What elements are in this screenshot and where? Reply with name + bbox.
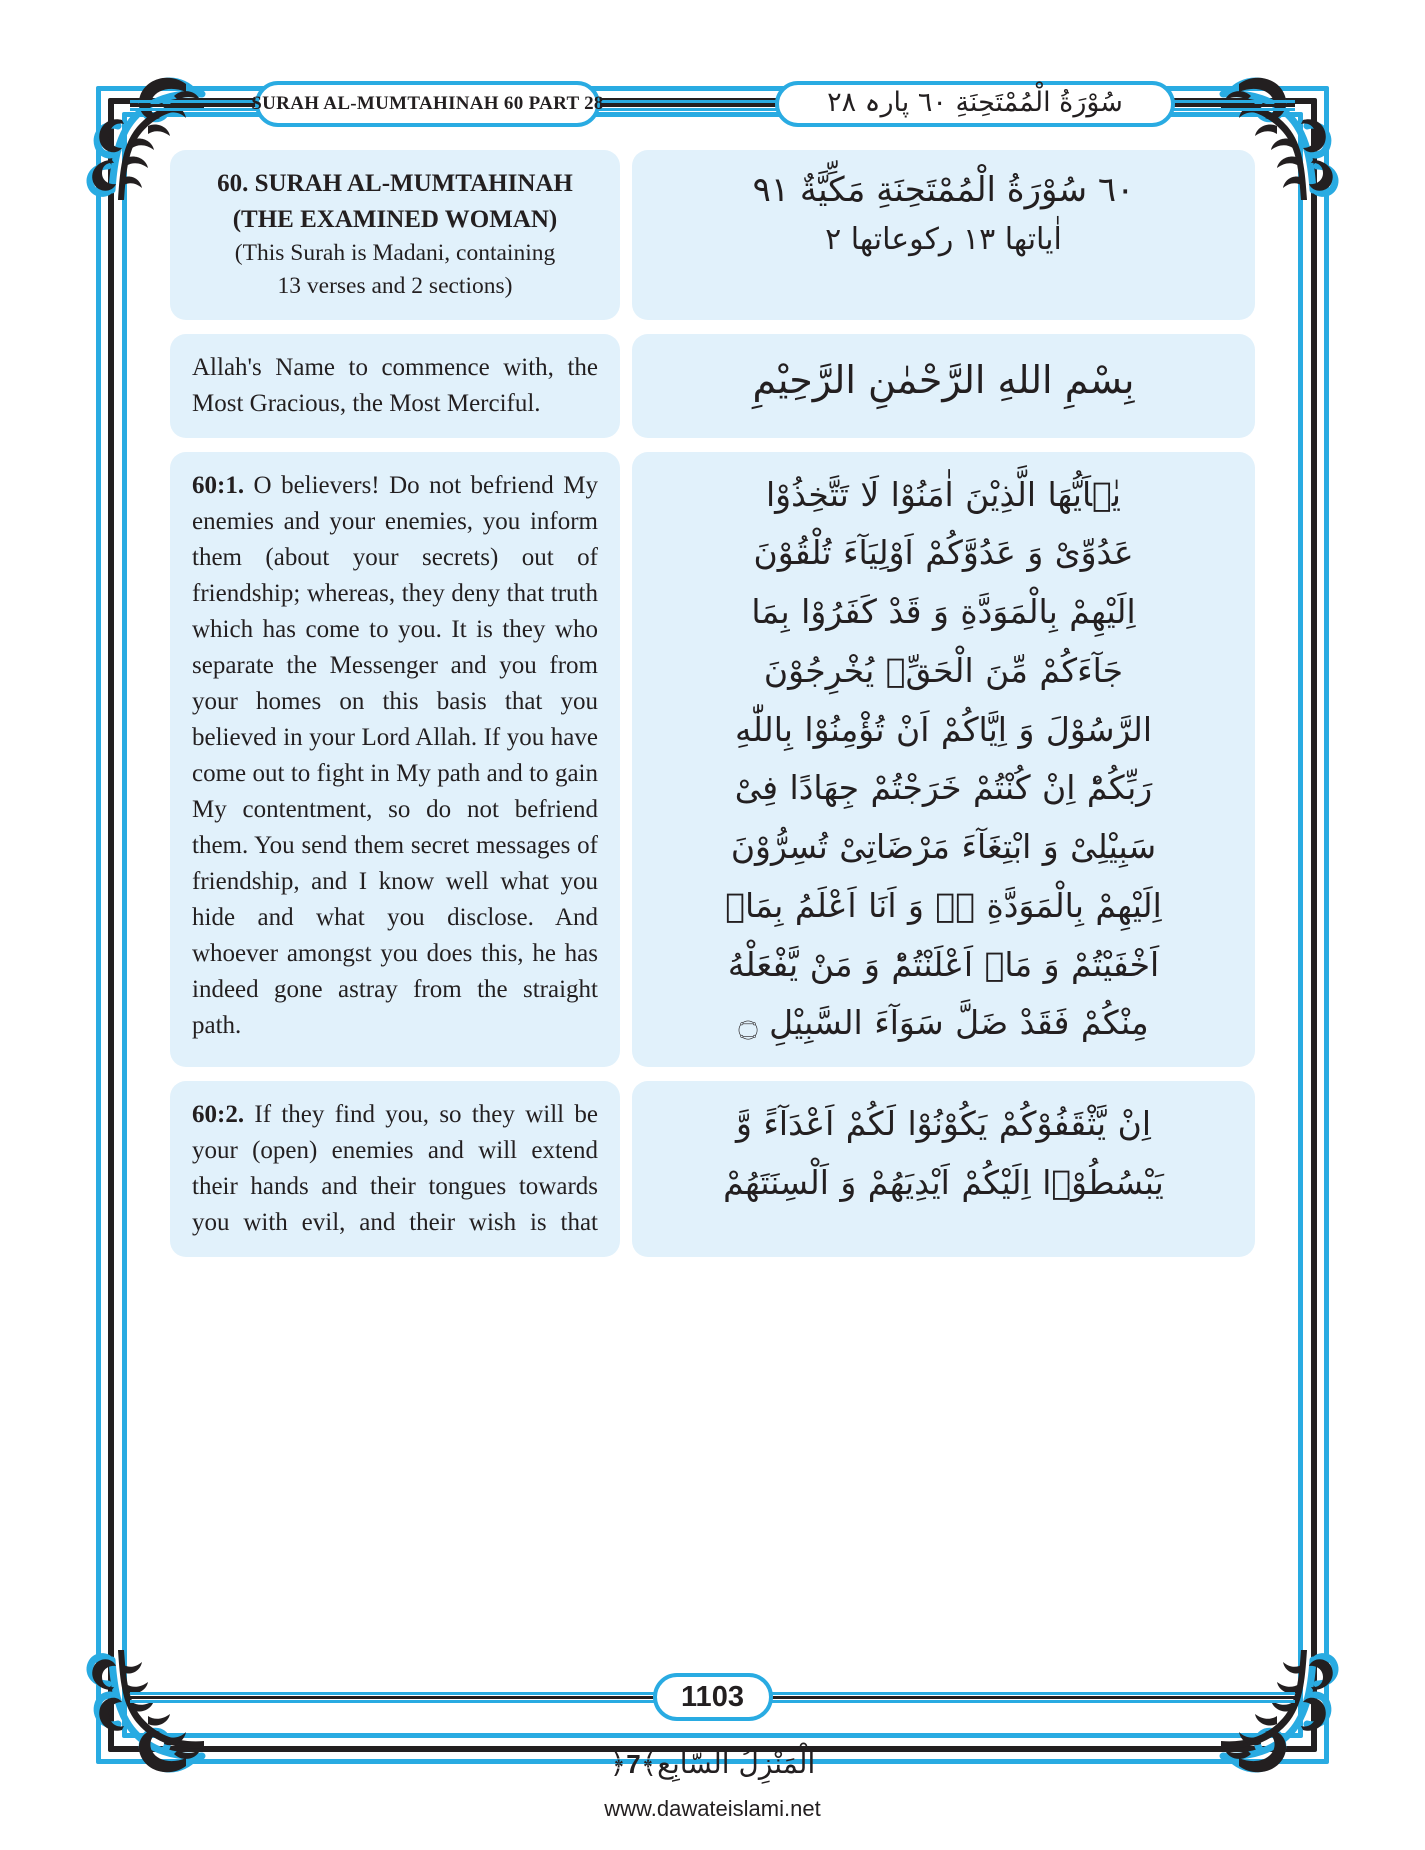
verse-arabic-line: مِنْكُمْ فَقَدْ ضَلَّ سَوَآءَ السَّبِیْلِ ۝	[738, 1003, 1149, 1043]
verse-arabic-line: یٰۤاَیُّهَا الَّذِیْنَ اٰمَنُوْا لَا تَتَّخِذُوْا	[765, 474, 1121, 514]
header-title-english: SURAH AL-MUMTAHINAH 60 PART 28	[251, 93, 604, 114]
manzil-number: 7	[626, 1749, 641, 1779]
website-url: www.dawateislami.net	[604, 1796, 821, 1821]
header-title-arabic: سُوْرَةُ الْمُمْتَحِنَةِ ٦٠ پارہ ٢٨	[827, 86, 1123, 118]
verse-block	[170, 1081, 1255, 1257]
surah-title-arabic-line2: اٰیاتها ١٣ رکوعاتها ٢	[825, 221, 1062, 257]
header-surah-label-en	[251, 81, 604, 127]
surah-title-line4: 13 verses and 2 sections)	[277, 273, 513, 300]
manzil-label	[0, 1747, 1425, 1780]
verse-arabic-line: الرَّسُوْلَ وَ اِیَّاكُمْ اَنْ تُؤْمِنُوْا بِاللّٰهِ	[735, 709, 1152, 749]
page-number-badge	[653, 1673, 773, 1721]
bismillah-arabic-panel	[632, 334, 1255, 438]
surah-title-line1: 60. SURAH AL-MUMTAHINAH	[217, 170, 573, 197]
manzil-ornament-close: ﴿	[609, 1747, 627, 1780]
verse-number: 60:2.	[192, 1101, 245, 1129]
verse-arabic-line: اِلَیْهِمْ بِالْمَوَدَّةِ وَ قَدْ كَفَرُوْا بِمَا	[751, 592, 1136, 632]
verse-arabic-line: یَبْسُطُوْۤا اِلَیْكُمْ اَیْدِیَهُمْ وَ اَلْسِنَتَهُمْ	[723, 1162, 1164, 1202]
verse-english	[192, 1097, 598, 1241]
header-surah-label-ar	[775, 81, 1175, 127]
surah-title-block	[170, 150, 1255, 320]
surah-title-english	[192, 166, 598, 304]
verse-english	[192, 468, 598, 1044]
verse-english-panel	[170, 1081, 620, 1257]
surah-title-arabic-panel	[632, 150, 1255, 320]
page-number: 1103	[681, 1680, 744, 1713]
surah-title-arabic	[658, 164, 1229, 263]
verse-arabic-line: جَآءَكُمْ مِّنَ الْحَقِّۚ یُخْرِجُوْنَ	[763, 650, 1124, 690]
verse-arabic-line: اِلَیْهِمْ بِالْمَوَدَّةِ ۖۗ وَ اَنَا اَعْلَمُ بِمَاۤ	[725, 885, 1162, 925]
bismillah-english-panel	[170, 334, 620, 438]
bismillah-block	[170, 334, 1255, 438]
bismillah-english: Allah's Name to commence with, the Most Gracious, the Most Merciful.	[192, 353, 598, 417]
manzil-ornament-open: ﴾	[640, 1747, 658, 1780]
verse-english-panel	[170, 452, 620, 1067]
surah-title-english-panel	[170, 150, 620, 320]
manzil-text-arabic: اَلْمَنْزِلُ السَّابِع	[657, 1747, 816, 1780]
verse-arabic-line: رَبِّكُمْؕ اِنْ كُنْتُمْ خَرَجْتُمْ جِهَادًا فِیْ	[734, 768, 1153, 808]
surah-title-arabic-line1: ٦٠ سُوْرَةُ الْمُمْتَحِنَةِ مَكِّيَّةٌ ٩١	[752, 170, 1135, 210]
verse-block	[170, 452, 1255, 1067]
verse-arabic-line: عَدُوِّیْ وَ عَدُوَّكُمْ اَوْلِیَآءَ تُلْقُوْنَ	[753, 533, 1134, 573]
page-content	[170, 150, 1255, 1620]
verse-arabic-line: اَخْفَیْتُمْ وَ مَاۤ اَعْلَنْتُمْؕ وَ مَنْ یَّفْعَلْهُ	[727, 944, 1160, 984]
verse-english-text: O believers! Do not befriend My enemies and your enemies, you inform them (about your secrets) out of friendship; whereas, they deny that truth which has come to you. It is they who separate the Messenger and you from your homes on this basis that you believed in your Lord Allah. If you have come out to fight in My path and to gain My contentment, so do not befriend them. You send them secret messages of friendship, and I know well what you hide and what you disclose. And whoever amongst you does this, he has indeed gone astray from the straight path.	[192, 471, 598, 1039]
verse-arabic	[658, 466, 1229, 1053]
verse-arabic-line: سَبِیْلِیْ وَ ابْتِغَآءَ مَرْضَاتِیْ تُسِرُّوْنَ	[730, 827, 1157, 867]
running-header	[130, 76, 1295, 132]
bismillah-arabic: بِسْمِ اللهِ الرَّحْمٰنِ الرَّحِيْمِ	[752, 357, 1135, 402]
verse-english-text: If they find you, so they will be your (open) enemies and will extend their hands and their tongues towards you with evil, and their wish is that	[192, 1101, 598, 1237]
verse-arabic	[658, 1095, 1229, 1212]
verse-arabic-panel	[632, 1081, 1255, 1257]
verse-number: 60:1.	[192, 471, 245, 499]
verse-arabic-line: اِنْ یَّثْقَفُوْكُمْ یَكُوْنُوْا لَكُمْ اَعْدَآءً وَّ	[735, 1104, 1151, 1144]
verse-arabic-panel	[632, 452, 1255, 1067]
page-footer-band	[130, 1672, 1295, 1722]
surah-title-line3: (This Surah is Madani, containing	[234, 240, 556, 266]
surah-title-line2: (THE EXAMINED WOMAN)	[232, 205, 558, 233]
